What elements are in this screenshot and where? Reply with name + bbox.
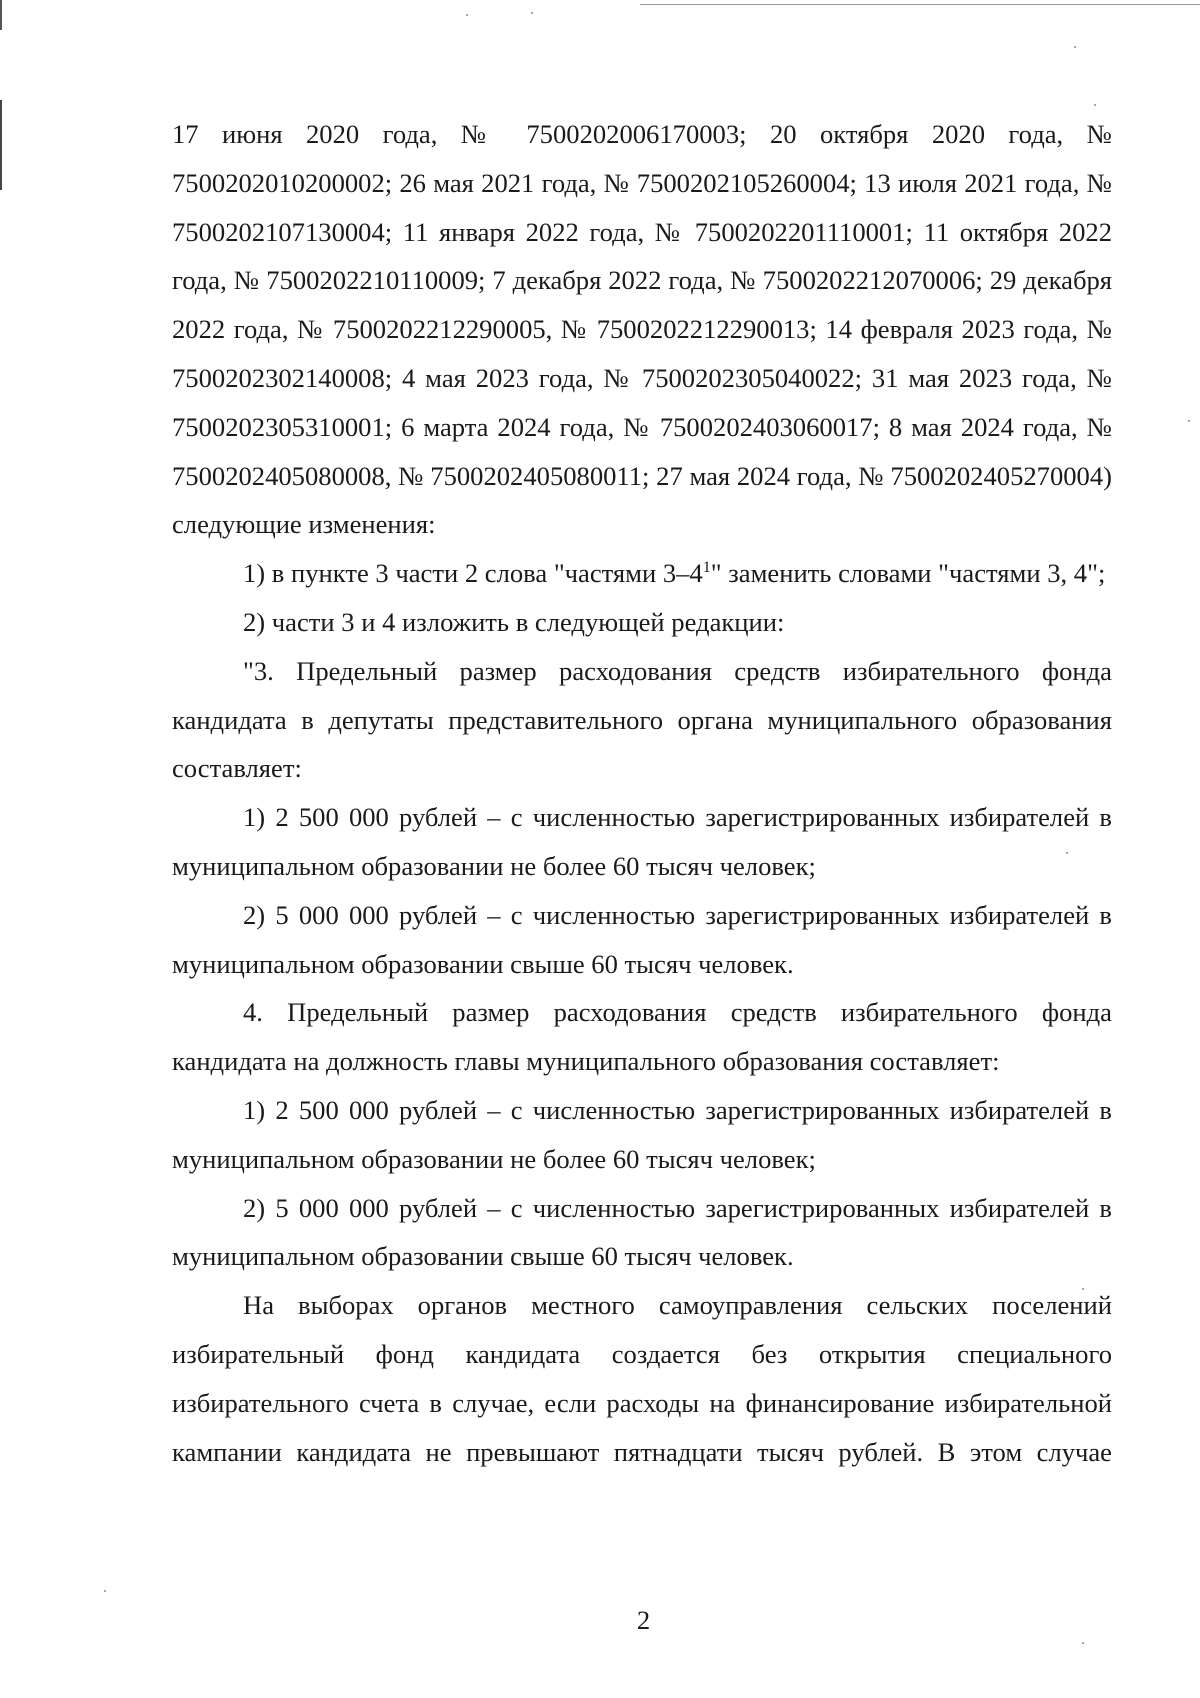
scan-speck: [531, 12, 533, 14]
scan-speck: [104, 1590, 106, 1592]
paragraph-part-4: 4. Предельный размер расходования средств избирательного фонда кандидата на должность главы муниципального образования составляет:: [172, 997, 1112, 1077]
scan-top-line: [640, 4, 1200, 5]
scan-speck: [1082, 1642, 1084, 1644]
scan-speck: [1074, 46, 1076, 48]
paragraph-item-2: 2) части 3 и 4 изложить в следующей редакции:: [243, 606, 785, 637]
paragraph-amendment-list: 17 июня 2020 года, № 7500202006170003; 20 октября 2020 года, № 7500202010200002; 26 мая 2021 года, № 7500202105260004; 13 июля 2021 года, № 7500202107130004; 11 января 2022 года, № 7500202201110001; 11 октября 2022 года, № 7500202210110009; 7 декабря 2022 года, № 7500202212070006; 29 декабря 2022 года, № 7500202212290005, № 7500202212290013; 14 февраля 2023 года, № 7500202302140008; 4 мая 2023 года, № 7500202305040022; 31 мая 2023 года, № 7500202305310001; 6 марта 2024 года, № 7500202403060017; 8 мая 2024 года, № 7500202405080008, № 7500202405080011; 27 мая 2024 года, № 7500202405270004) следующие изменения:: [172, 119, 1112, 540]
paragraph-part-3: "3. Предельный размер расходования средств избирательного фонда кандидата в депутаты представительного органа муниципального образования составляет:: [172, 655, 1112, 784]
page-number: 2: [636, 1605, 651, 1635]
paragraph-part-3-item-1: 1) 2 500 000 рублей – с численностью зарегистрированных избирателей в муниципальном образовании не более 60 тысяч человек;: [172, 802, 1112, 881]
paragraph-part-4-item-1: 1) 2 500 000 рублей – с численностью зарегистрированных избирателей в муниципальном образовании не более 60 тысяч человек;: [172, 1094, 1112, 1174]
item-1-text-after: " заменить словами "частями 3, 4";: [710, 558, 1106, 589]
scan-speck: [1094, 104, 1096, 106]
scan-speck: [1188, 420, 1190, 422]
paragraph-part-3-item-2: 2) 5 000 000 рублей – с численностью зарегистрированных избирателей в муниципальном образовании свыше 60 тысяч человек.: [172, 899, 1112, 979]
item-1-text: 1) в пункте 3 части 2 слова "частями 3–4: [243, 558, 703, 589]
scan-speck: [466, 14, 468, 16]
scan-edge-shadow: [0, 0, 2, 1698]
paragraph-rural-settlements: На выборах органов местного самоуправления сельских поселений избирательный фонд кандидата создается без открытия специального избирательного счета в случае, если расходы на финансирование избирательной кампании кандидата не превышают пятнадцати тысяч рублей. В этом случае: [172, 1290, 1112, 1467]
document-page: [172, 110, 1112, 1476]
paragraph-part-4-item-2: 2) 5 000 000 рублей – с численностью зарегистрированных избирателей в муниципальном образовании свыше 60 тысяч человек.: [172, 1192, 1112, 1272]
superscript-index: 1: [702, 559, 711, 577]
paragraph-item-1: [172, 549, 1112, 598]
